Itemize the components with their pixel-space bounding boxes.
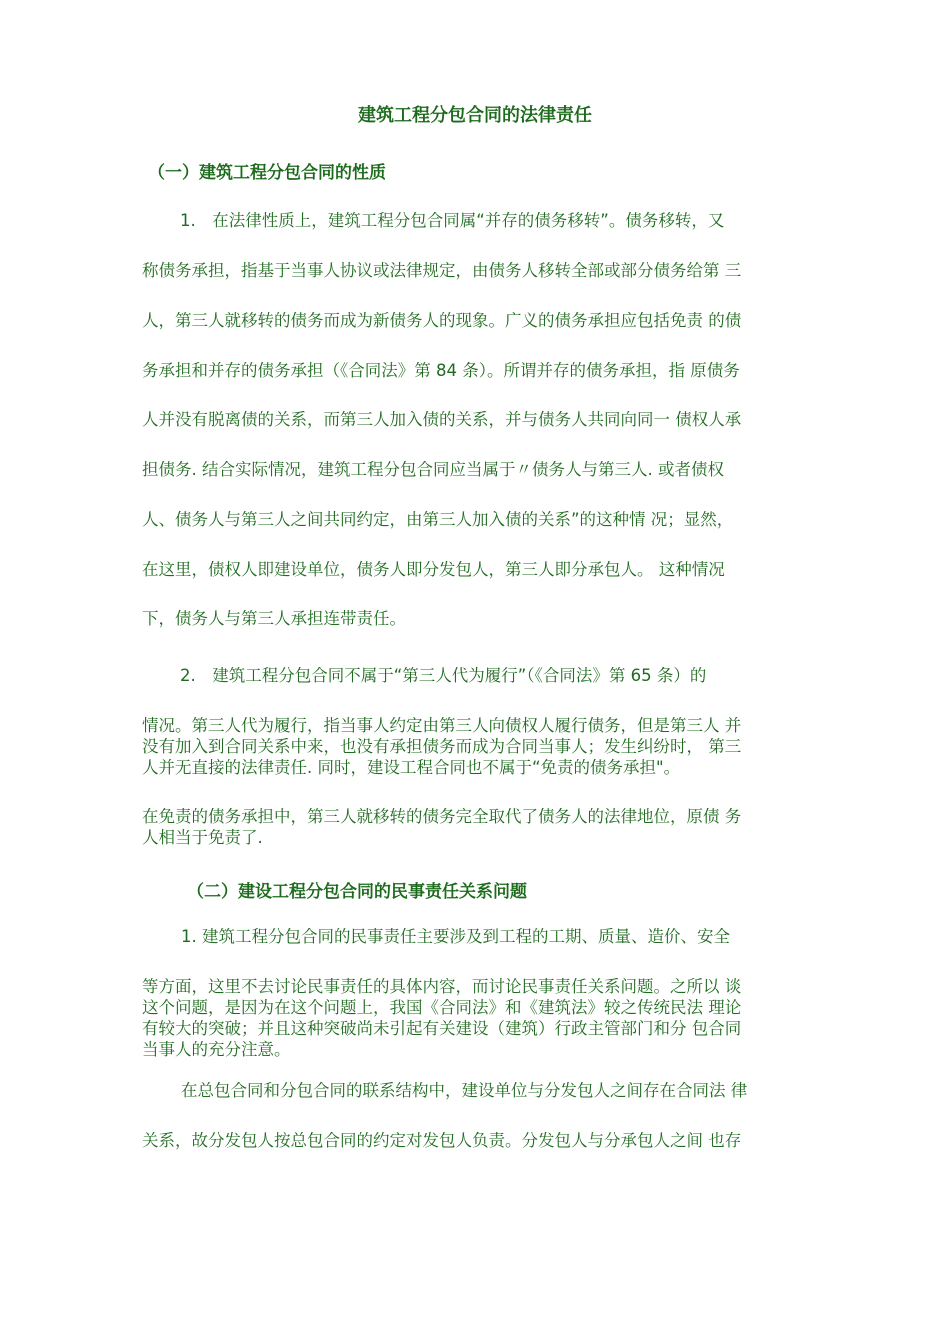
paragraph-line: 关系，故分发包人按总包合同的约定对发包人负责。分发包人与分承包人之间 也存 [142, 1131, 742, 1150]
paragraph-line: 担债务. 结合实际情况，建筑工程分包合同应当属于〃债务人与第三人. 或者债权 [142, 460, 724, 479]
paragraph-line: 人，第三人就移转的债务而成为新债务人的现象。广义的债务承担应包括免责 的债 [142, 311, 742, 330]
document-title: 建筑工程分包合同的法律责任 [358, 105, 592, 126]
paragraph-line: 在免责的债务承担中，第三人就移转的债务完全取代了债务人的法律地位，原债 务 [142, 807, 742, 826]
paragraph-line: 1. 建筑工程分包合同的民事责任主要涉及到工程的工期、质量、造价、安全 [181, 927, 730, 946]
paragraph-line: 务承担和并存的债务承担（《合同法》第 84 条）。所谓并存的债务承担，指 原债务 [142, 361, 740, 380]
paragraph-line: 人相当于免责了. [142, 828, 263, 847]
section-heading-1: （一）建筑工程分包合同的性质 [148, 163, 386, 183]
paragraph-line: 2. 建筑工程分包合同不属于“第三人代为履行”（《合同法》第 65 条）的 [180, 666, 707, 685]
paragraph-line: 当事人的充分注意。 [142, 1040, 291, 1059]
paragraph-line: 人、债务人与第三人之间共同约定，由第三人加入债的关系”的这种情 况；显然， [142, 510, 734, 529]
section-heading-2: （二）建设工程分包合同的民事责任关系问题 [187, 882, 527, 902]
paragraph-line: 下，债务人与第三人承担连带责任。 [142, 609, 406, 628]
paragraph-line: 等方面，这里不去讨论民事责任的具体内容，而讨论民事责任关系问题。之所以 谈 [142, 977, 742, 996]
paragraph-line: 在总包合同和分包合同的联系结构中，建设单位与分发包人之间存在合同法 律 [181, 1081, 748, 1100]
paragraph-line: 在这里，债权人即建设单位，债务人即分发包人，第三人即分承包人。 这种情况 [142, 560, 725, 579]
paragraph-line: 有较大的突破；并且这种突破尚未引起有关建设（建筑）行政主管部门和分 包合同 [142, 1019, 742, 1038]
paragraph-line: 1. 在法律性质上，建筑工程分包合同属“并存的债务移转”。债务移转，又 [180, 211, 725, 230]
paragraph-line: 这个问题，是因为在这个问题上，我国《合同法》和《建筑法》较之传统民法 理论 [142, 998, 742, 1017]
paragraph-line: 情况。第三人代为履行，指当事人约定由第三人向债权人履行债务，但是第三人 并 [142, 716, 742, 735]
paragraph-line: 没有加入到合同关系中来，也没有承担债务而成为合同当事人；发生纠纷时， 第三 [142, 737, 742, 756]
paragraph-line: 人并没有脱离债的关系，而第三人加入债的关系，并与债务人共同向同一 债权人承 [142, 410, 742, 429]
paragraph-line: 人并无直接的法律责任. 同时，建设工程合同也不属于“免责的债务承担"。 [142, 758, 681, 777]
paragraph-line: 称债务承担，指基于当事人协议或法律规定，由债务人移转全部或部分债务给第 三 [142, 261, 742, 280]
